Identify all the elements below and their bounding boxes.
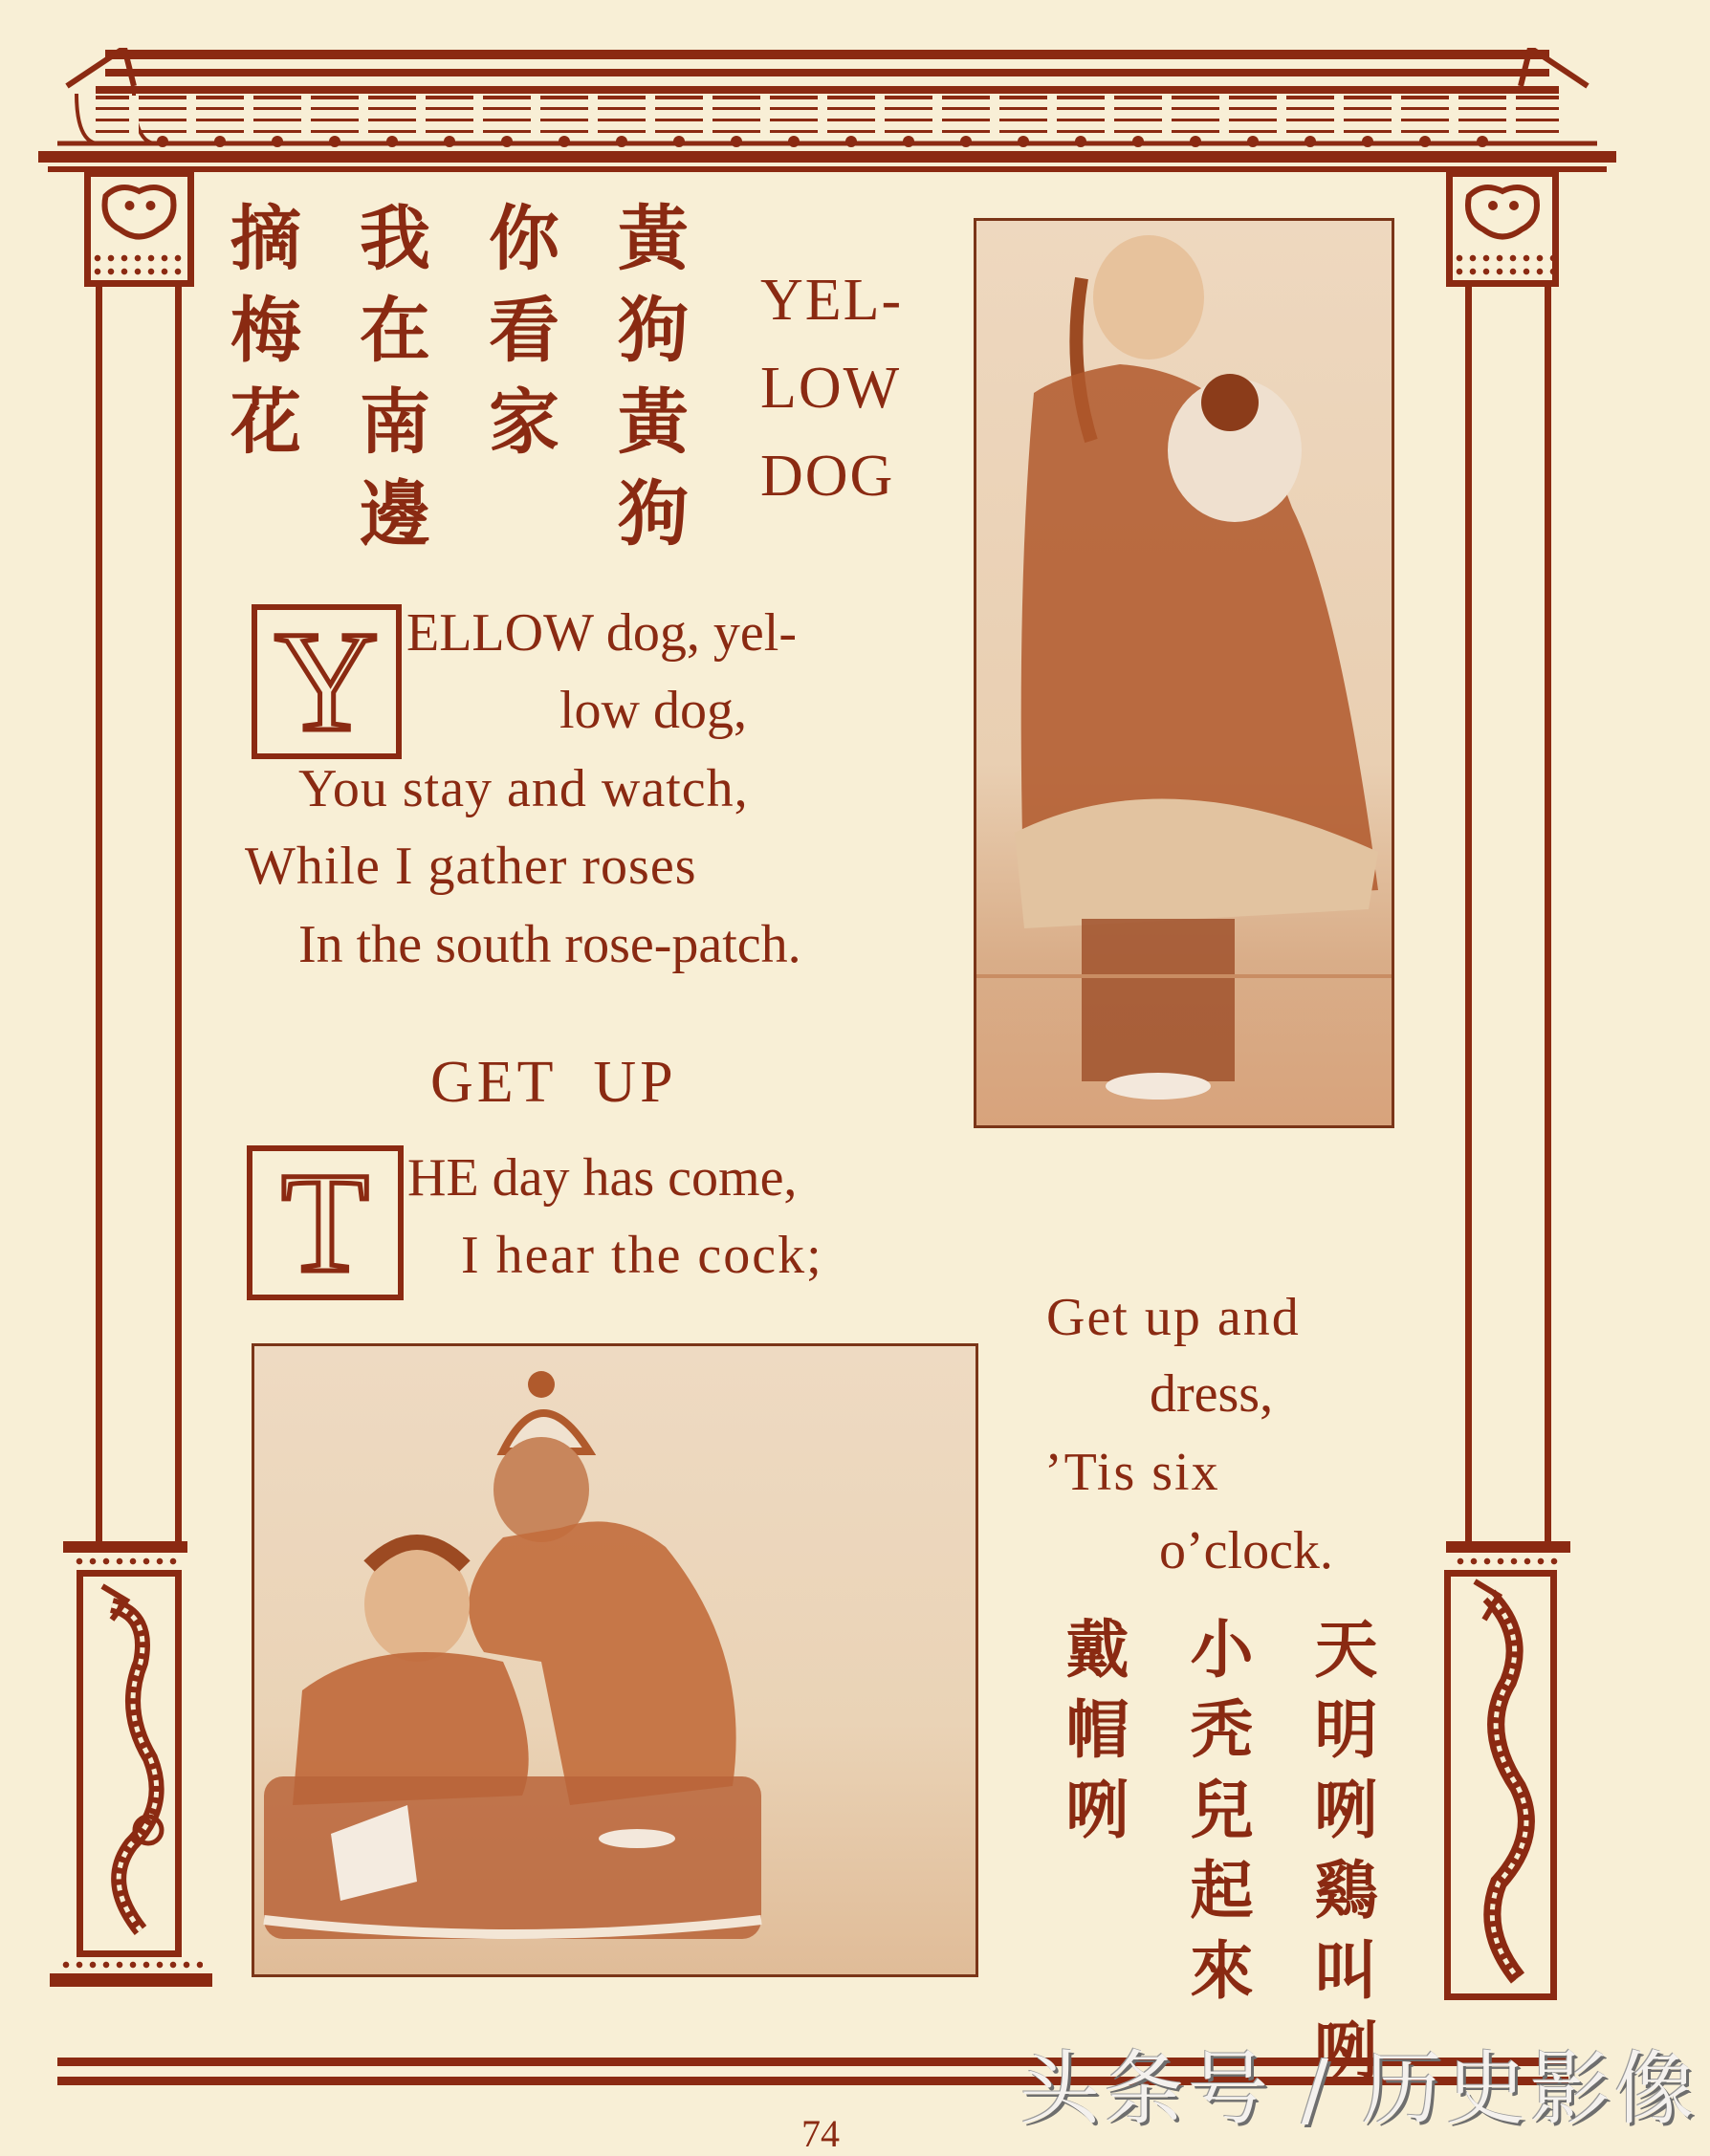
verse-line: o’clock. — [1159, 1521, 1333, 1580]
verse-line: ’Tis six — [1044, 1443, 1220, 1502]
chinese-verse-col-3: 我在南邊 — [348, 201, 430, 568]
two-children-photo — [252, 1343, 978, 1977]
chinese-verse-col-1: 天明咧鷄叫咧 — [1304, 1616, 1377, 2098]
page-number: 74 — [801, 2112, 840, 2155]
poem-title-get-up: GET UP — [430, 1050, 677, 1115]
verse-line: Get up and — [1046, 1288, 1301, 1347]
verse-line: dress, — [1150, 1364, 1274, 1424]
left-pillar-base — [50, 1973, 212, 1987]
boy-holding-dog-photo — [974, 218, 1394, 1128]
right-dragon-panel — [1444, 1570, 1557, 2000]
drop-cap-t: T — [247, 1145, 404, 1300]
chinese-verse-col-1: 黃狗黃狗 — [606, 201, 689, 568]
bead-row — [73, 1557, 180, 1566]
verse-line: While I gather roses — [245, 837, 697, 896]
bead-row — [1454, 1557, 1561, 1566]
chinese-verse-col-2: 小秃兒起來 — [1179, 1616, 1253, 2017]
bead-row — [1453, 253, 1552, 263]
poem-title-yellow-dog — [760, 256, 903, 520]
bead-row — [91, 253, 187, 263]
title-line: DOG — [760, 444, 895, 509]
bead-row — [91, 267, 187, 276]
chinese-verse-col-3: 戴帽咧 — [1055, 1616, 1129, 1857]
verse-line: HE day has come, — [407, 1148, 798, 1208]
verse-line: You stay and watch, — [298, 759, 749, 818]
left-pillar-shaft — [96, 287, 182, 1549]
right-pillar-collar — [1446, 1541, 1570, 1553]
roof-ornament — [38, 48, 1616, 172]
watermark-overlay: 头条号 / 历史影像 — [1019, 2042, 1699, 2136]
left-dragon-panel — [77, 1570, 182, 1957]
left-pillar-capital — [84, 170, 194, 287]
right-pillar-capital — [1446, 170, 1559, 287]
verse-line: I hear the cock; — [461, 1226, 823, 1285]
left-pillar-collar — [63, 1541, 187, 1553]
title-line: YEL- — [760, 268, 904, 333]
right-pillar-shaft — [1465, 287, 1551, 1549]
dragon-head-icon — [1453, 177, 1552, 249]
chinese-verse-col-2: 你看家 — [477, 201, 559, 476]
verse-line: In the south rose-patch. — [298, 915, 801, 974]
dragon-icon — [83, 1577, 175, 1949]
verse-line: ELLOW dog, yel- — [406, 603, 797, 663]
drop-cap-y: Y — [252, 604, 402, 759]
bead-row — [1453, 267, 1552, 276]
two-children-figure — [254, 1346, 978, 1977]
dragon-icon — [1451, 1577, 1550, 1993]
boy-with-dog-figure — [976, 221, 1394, 1128]
title-line: LOW — [760, 356, 902, 421]
bead-row — [59, 1960, 203, 1970]
verse-line: low dog, — [559, 681, 747, 740]
chinese-verse-col-4: 摘梅花 — [219, 201, 301, 476]
dragon-head-icon — [91, 177, 187, 249]
